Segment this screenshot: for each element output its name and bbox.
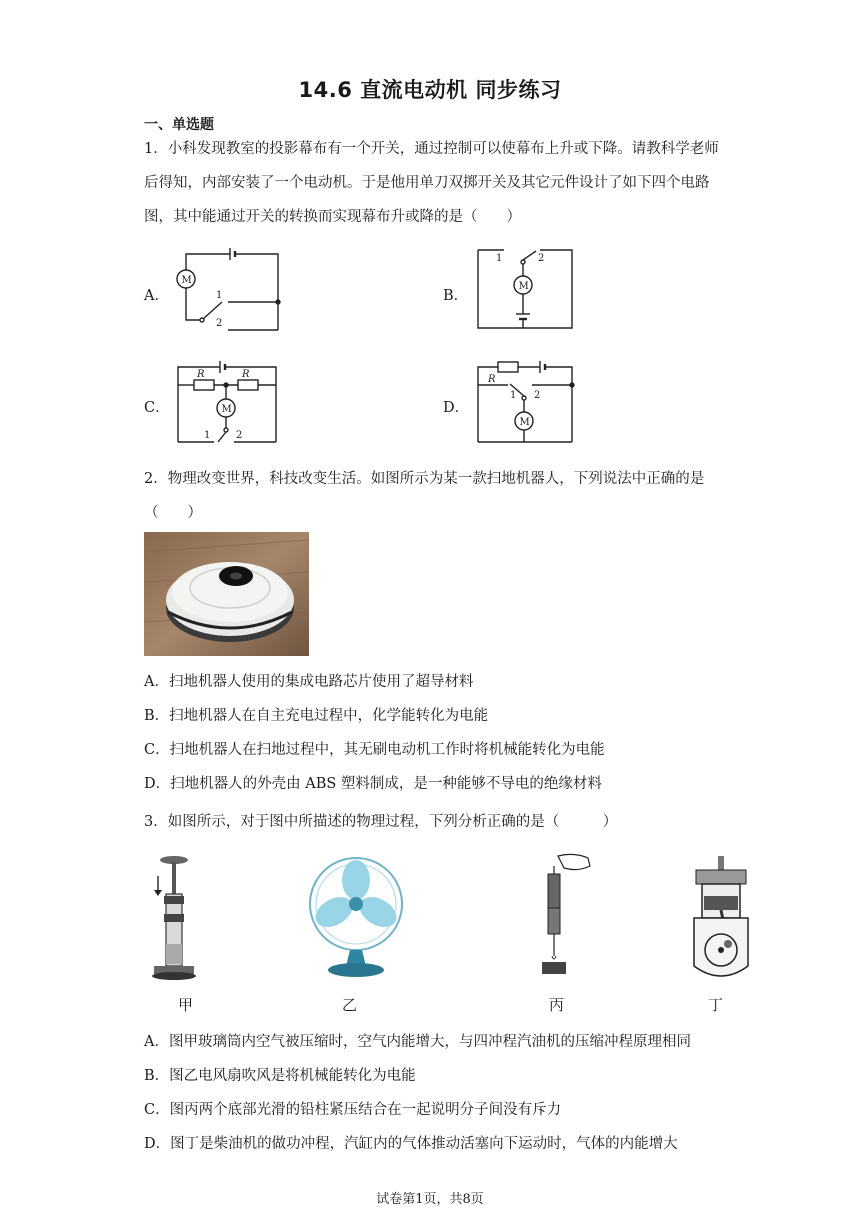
q1b-motor-label: M	[518, 281, 529, 292]
section-heading: 一、单选题	[144, 117, 214, 133]
q2-option-c: C．扫地机器人在扫地过程中，其无刷电动机工作时将机械能转化为电能	[144, 742, 605, 758]
q2-option-b: B．扫地机器人在自主充电过程中，化学能转化为电能	[144, 708, 489, 724]
diesel-engine-figure	[688, 854, 754, 982]
caption-ding: 丁	[708, 996, 724, 1014]
q1-circuit-d	[474, 358, 576, 446]
q2-option-d: D．扫地机器人的外壳由 ABS 塑料制成，是一种能够不导电的绝缘材料	[144, 776, 602, 792]
q1a-pos2-label: 2	[216, 318, 223, 329]
q3-option-d: D．图丁是柴油机的做功冲程，汽缸内的气体推动活塞向下运动时，气体的内能增大	[144, 1136, 678, 1152]
q1c-pos2-label: 2	[236, 430, 243, 441]
robot-vacuum-photo	[144, 532, 309, 656]
q1b-pos2-label: 2	[538, 253, 545, 264]
q1c-r2-label: R	[242, 369, 250, 380]
question-1-stem: 1．小科发现教室的投影幕布有一个开关，通过控制可以使幕布上升或下降。请教科学老师后得知，内部安装了一个电动机。于是他用单刀双掷开关及其它元件设计了如下四个电路图，其中能通过开关的转换而实现幕布升或降的是（ ）	[144, 141, 719, 225]
q1a-pos1-label: 1	[216, 290, 223, 301]
q1c-r1-label: R	[197, 369, 205, 380]
q1c-pos1-label: 1	[204, 430, 211, 441]
caption-jia: 甲	[178, 996, 194, 1014]
q1-circuit-c	[174, 358, 282, 446]
q1-option-b-label: B．	[443, 288, 469, 304]
caption-yi: 乙	[342, 996, 358, 1014]
q1d-r-label: R	[488, 374, 496, 385]
q1b-pos1-label: 1	[496, 253, 503, 264]
air-compression-cylinder-figure	[144, 854, 200, 982]
question-3-stem: 3．如图所示，对于图中所描述的物理过程，下列分析正确的是（ ）	[144, 814, 618, 830]
q3-option-b: B．图乙电风扇吹风是将机械能转化为电能	[144, 1068, 416, 1084]
lead-cylinders-figure	[534, 852, 594, 980]
q1d-pos2-label: 2	[534, 390, 541, 401]
q1a-motor-label: M	[181, 275, 192, 286]
q1d-motor-label: M	[519, 417, 530, 428]
page-footer: 试卷第1页，共8页	[376, 1192, 484, 1207]
q1c-motor-label: M	[221, 404, 232, 415]
caption-bing: 丙	[549, 996, 565, 1014]
q1-circuit-b	[474, 246, 576, 332]
q1-option-a-label: A．	[144, 288, 169, 304]
q1-option-c-label: C．	[144, 400, 170, 416]
q3-option-c: C．图丙两个底部光滑的铅柱紧压结合在一起说明分子间没有斥力	[144, 1102, 562, 1118]
q1-circuit-a	[172, 246, 284, 332]
q3-option-a: A．图甲玻璃筒内空气被压缩时，空气内能增大，与四冲程汽油机的压缩冲程原理相同	[144, 1034, 691, 1050]
q1-option-d-label: D．	[443, 400, 470, 416]
q2-option-a: A．扫地机器人使用的集成电路芯片使用了超导材料	[144, 674, 474, 690]
q1d-pos1-label: 1	[510, 390, 517, 401]
page-title: 14.6 直流电动机 同步练习	[298, 78, 562, 102]
question-2-stem: 2．物理改变世界，科技改变生活。如图所示为某一款扫地机器人，下列说法中正确的是（ ）	[144, 471, 705, 521]
electric-fan-figure	[306, 856, 406, 980]
